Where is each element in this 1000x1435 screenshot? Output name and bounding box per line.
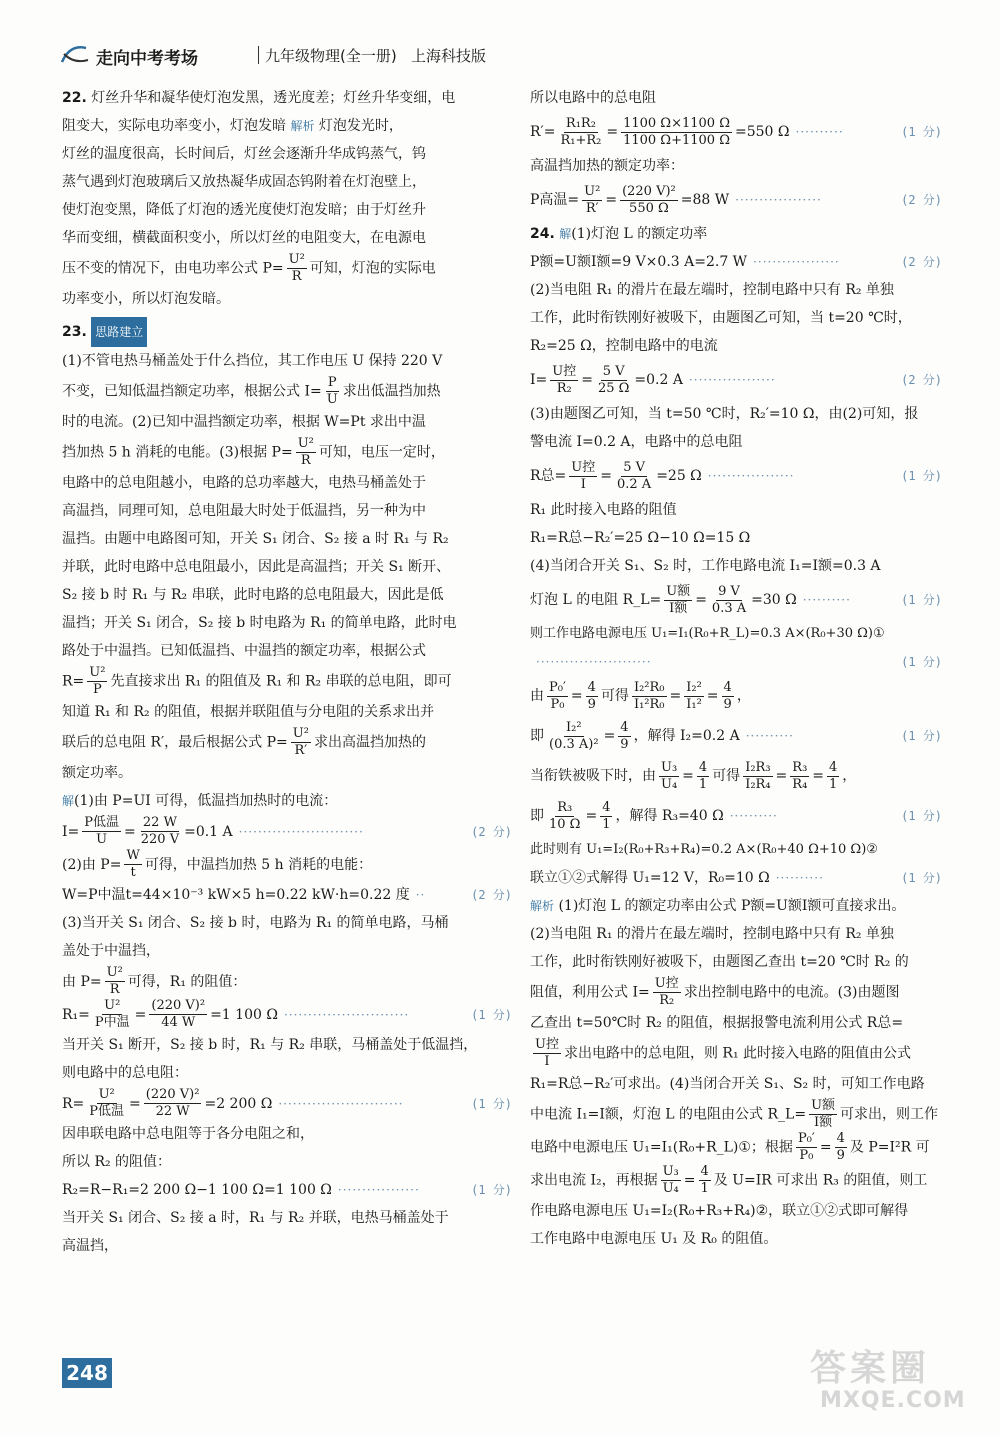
- approach-tag: 思路建立: [91, 317, 147, 347]
- watermark: 答案圈 MXQE.COM: [810, 1348, 966, 1413]
- q23-approach: 23. 思路建立 (1)不管电热马桶盖处于什么挡位，其工作电压 U 保持 220 V 不变，已知低温挡额定功率，根据公式 I= $\frac{P}{U}$ 求出低温挡加热 时的电流。(2)已知中温挡额定功率，根据 W=Pt 求出中温 挡加热 5 h 消耗的电能。(3)根据 P= $\frac{\text{U²}}{R}$ 可知，电压一定时， 电路中的总电阻越小，电路的总功率越大，电热马桶盖处于 高温挡，同理可知，总电阻最大时处于低温挡，另一种为中 温挡。由题中电路图可知，开关 S₁ 闭合、S₂ 接 a 时 R₁ 与 R₂ 并联，此时电路中总电阻最小，因此是高温挡；开关 S₁ 断开、 S₂ 接 b 时 R₁ 与 R₂ 串联，此时电路的总电阻最大，因此是低 温挡；开关 S₁ 闭合，S₂ 接 b 时电路为 R₁ 的简单电路，此时电 路处于中温挡。已知低温挡、中温挡的额定功率，根据公式 R= $\frac{\text{U²}}{P}$ 先直接求出 R₁ 的阻值及 R₁ 和 R₂ 串联的总电阻，即可 知道 R₁ 和 R₂ 的阻值，根据并联阻值与分电阻的关系求出并 联后的总电阻 R′，最后根据公式 P= $\frac{\text{U²}}{R'}$ 求出高温挡加热的 额定功率。: [62, 317, 512, 787]
- analysis-tag: 解析: [530, 899, 555, 913]
- right-column: 所以电路中的总电阻 R′= $\frac{\text{R₁R₂}}{\text{R₁+R₂}}$ = $\frac{1100 \Omega\times 1100 \Omega}{1100 \Omega+1100 \Omega}$ =550 Ω ·········· (1 分) 高温挡加热的额定功率： P高温= $\frac{\text{U²}}{R'}$ = $\frac{\text{(220 V)²}}{550 \Omega}$ =88 W ·················· (2 分) 24. 解 (1)灯泡 L 的额定功率 P额=U额I额=9 V×0.3 A=2.7 W ·················· (2 分) (2)当电阻 R₁ 的滑片在最左端时，控制电路中只有 R₂ 单独 工作，此时衔铁刚好被吸下，由题图乙可知，当 t=20 ℃时， R₂=25 Ω，控制电路中的电流 I= $\frac{\text{U控}}{\text{R₂}}$ = $\frac{5 V}{25 \Omega}$ =0.2 A ·················· (2 分) (3)由题图乙可知，当 t=50 ℃时，R₂′=10 Ω，由(2)可知，报 警电流 I=0.2 A，电路中的总电阻 R总= $\frac{\text{U控}}{I}$ = $\frac{5 V}{0.2 A}$ =25 Ω ·················· (1 分) R₁ 此时接入电路的阻值 R₁=R总−R₂′=25 Ω−10 Ω=15 Ω (4)当闭合开关 S₁、S₂ 时，工作电路电流 I₁=I额=0.3 A 灯泡 L 的电阻 R_L= $\frac{\text{U额}}{\text{I额}}$ = $\frac{9 V}{0.3 A}$ =30 Ω ·········· (1 分) 则工作电路电源电压 U₁=I₁(R₀+R_L)=0.3 A×(R₀+30 Ω)① ························ (1 分) 由 $\frac{\text{P₀′}}{\text{P₀}}$ = $\frac{4}{9}$ 可得 $\frac{\text{I₂²R₀}}{\text{I₁²R₀}}$ = $\frac{\text{I₂²}}{\text{I₁²}}$ = $\frac{4}{9}$ ， 即 $\frac{\text{I₂²}}{\text{(0.3 A)²}}$ = $\frac{4}{9}$ ，解得 I₂=0.2 A ·········· (1 分) 当衔铁被吸下时，由 $\frac{\text{U₃}}{\text{U₄}}$ = $\frac{4}{1}$ 可得 $\frac{\text{I₂R₃}}{\text{I₂R₄}}$ = $\frac{\text{R₃}}{\text{R₄}}$ = $\frac{4}{1}$ ， 即 $\frac{\text{R₃}}{10 \Omega}$ = $\frac{4}{1}$ ，解得 R₃=40 Ω ·········· (1 分) 此时则有 U₁=I₂(R₀+R₃+R₄)=0.2 A×(R₀+40 Ω+10 Ω)② 联立①②式解得 U₁=12 V，R₀=10 Ω ·········· (1 分) 解析 (1)灯泡 L 的额定功率由公式 P额=U额I额可直接求出。 (2)当电阻 R₁ 的滑片在最左端时，控制电路中只有 R₂ 单独 工作，此时衔铁刚好被吸下，由题图乙查出 t=20 ℃时 R₂ 的 阻值，利用公式 I= $\frac{\text{U控}}{\text{R₂}}$ 求出控制电路中的电流。(3)由题图 乙查出 t=50℃时 R₂ 的阻值，根据报警电流利用公式 R总= $\frac{\text{U控}}{I}$ 求出电路中的总电阻，则 R₁ 此时接入电路的阻值由公式 R₁=R总−R₂′可求出。(4)当闭合开关 S₁、S₂ 时，可知工作电路 中电流 I₁=I额，灯泡 L 的电阻由公式 R_L= $\frac{\text{U额}}{\text{I额}}$ 可求出，则工作 电路中电源电压 U₁=I₁(R₀+R_L)①；根据 $\frac{\text{P₀′}}{\text{P₀}}$ = $\frac{4}{9}$ 及 P=I²R 可 求出电流 I₂，再根据 $\frac{\text{U₃}}{\text{U₄}}$ = $\frac{4}{1}$ 及 U=IR 可求出 R₃ 的阻值，则工 作电路电源电压 U₁=I₂(R₀+R₃+R₄)②，联立①②式即可解得 工作电路中电源电压 U₁ 及 R₀ 的阻值。: [530, 84, 942, 1253]
- q22: 22. 灯丝升华和凝华使灯泡发黑，透光度差；灯丝升华变细，电 阻变大，实际电功率变小，灯泡发暗 解析 灯泡发光时， 灯丝的温度很高，长时间后，灯丝会逐渐升华成钨蒸气，钨 蒸气遇到灯泡玻璃后又放热凝华成固态钨附着在灯泡壁上， 使灯泡变黑，降低了灯泡的透光度使灯泡发暗；由于灯丝升 华而变细，横截面积变小，所以灯丝的电阻变大，在电源电 压不变的情况下，由电功率公式 P= $\frac{\text{U²}}{R}$ 可知，灯泡的实际电 功率变小，所以灯泡发暗。: [62, 90, 456, 307]
- series-logo-icon: [60, 42, 90, 68]
- page-header: [60, 40, 940, 72]
- book-title: 九年级物理(全一册) 上海科技版: [265, 47, 487, 65]
- series-title: 走向中考考场: [96, 49, 198, 69]
- analysis-tag: 解析: [290, 119, 315, 133]
- q24-analysis: 解析 (1)灯泡 L 的额定功率由公式 P额=U额I额可直接求出。 (2)当电阻 R₁ 的滑片在最左端时，控制电路中只有 R₂ 单独 工作，此时衔铁刚好被吸下，由题图乙查出 t=20 ℃时 R₂ 的 阻值，利用公式 I= $\frac{\text{U控}}{\text{R₂}}$ 求出控制电路中的电流。(3)由题图 乙查出 t=50℃时 R₂ 的阻值，根据报警电流利用公式 R总= $\frac{\text{U控}}{I}$ 求出电路中的总电阻，则 R₁ 此时接入电路的阻值由公式 R₁=R总−R₂′可求出。(4)当闭合开关 S₁、S₂ 时，可知工作电路 中电流 I₁=I额，灯泡 L 的电阻由公式 R_L= $\frac{\text{U额}}{\text{I额}}$ 可求出，则工作 电路中电源电压 U₁=I₁(R₀+R_L)①；根据 $\frac{\text{P₀′}}{\text{P₀}}$ = $\frac{4}{9}$ 及 P=I²R 可 求出电流 I₂，再根据 $\frac{\text{U₃}}{\text{U₄}}$ = $\frac{4}{1}$ 及 U=IR 可求出 R₃ 的阻值，则工 作电路电源电压 U₁=I₂(R₀+R₃+R₄)②，联立①②式即可解得 工作电路中电源电压 U₁ 及 R₀ 的阻值。: [530, 892, 942, 1253]
- q23-solution: 解 (1)由 P=UI 可得，低温挡加热时的电流： I= $\frac{\text{P低温}}{U}$ = $\frac{22 W}{220 V}$ =0.1 A ·························· (2 分) (2)由 P= $\frac{W}{t}$ 可得，中温挡加热 5 h 消耗的电能： W=P中温t=44×10⁻³ kW×5 h=0.22 kW·h=0.22 度 ·· (2 分) (3)当开关 S₁ 闭合、S₂ 接 b 时，电路为 R₁ 的简单电路，马桶 盖处于中温挡， 由 P= $\frac{\text{U²}}{R}$ 可得，R₁ 的阻值： R₁= $\frac{\text{U²}}{\text{P中温}}$ = $\frac{\text{(220 V)²}}{44 W}$ =1 100 Ω ·························· (1 分) 当开关 S₁ 断开，S₂ 接 b 时，R₁ 与 R₂ 串联，马桶盖处于低温挡， 则电路中的总电阻： R= $\frac{\text{U²}}{\text{P低温}}$ = $\frac{\text{(220 V)²}}{22 W}$ =2 200 Ω ·························· (1 分) 因串联电路中总电阻等于各分电阻之和， 所以 R₂ 的阻值： R₂=R−R₁=2 200 Ω−1 100 Ω=1 100 Ω ················· (1 分) 当开关 S₁ 闭合、S₂ 接 a 时，R₁ 与 R₂ 并联，电热马桶盖处于 高温挡，: [62, 793, 512, 1254]
- left-column: [62, 84, 512, 1260]
- page-number: 248: [62, 1358, 112, 1388]
- header-divider: [258, 46, 259, 64]
